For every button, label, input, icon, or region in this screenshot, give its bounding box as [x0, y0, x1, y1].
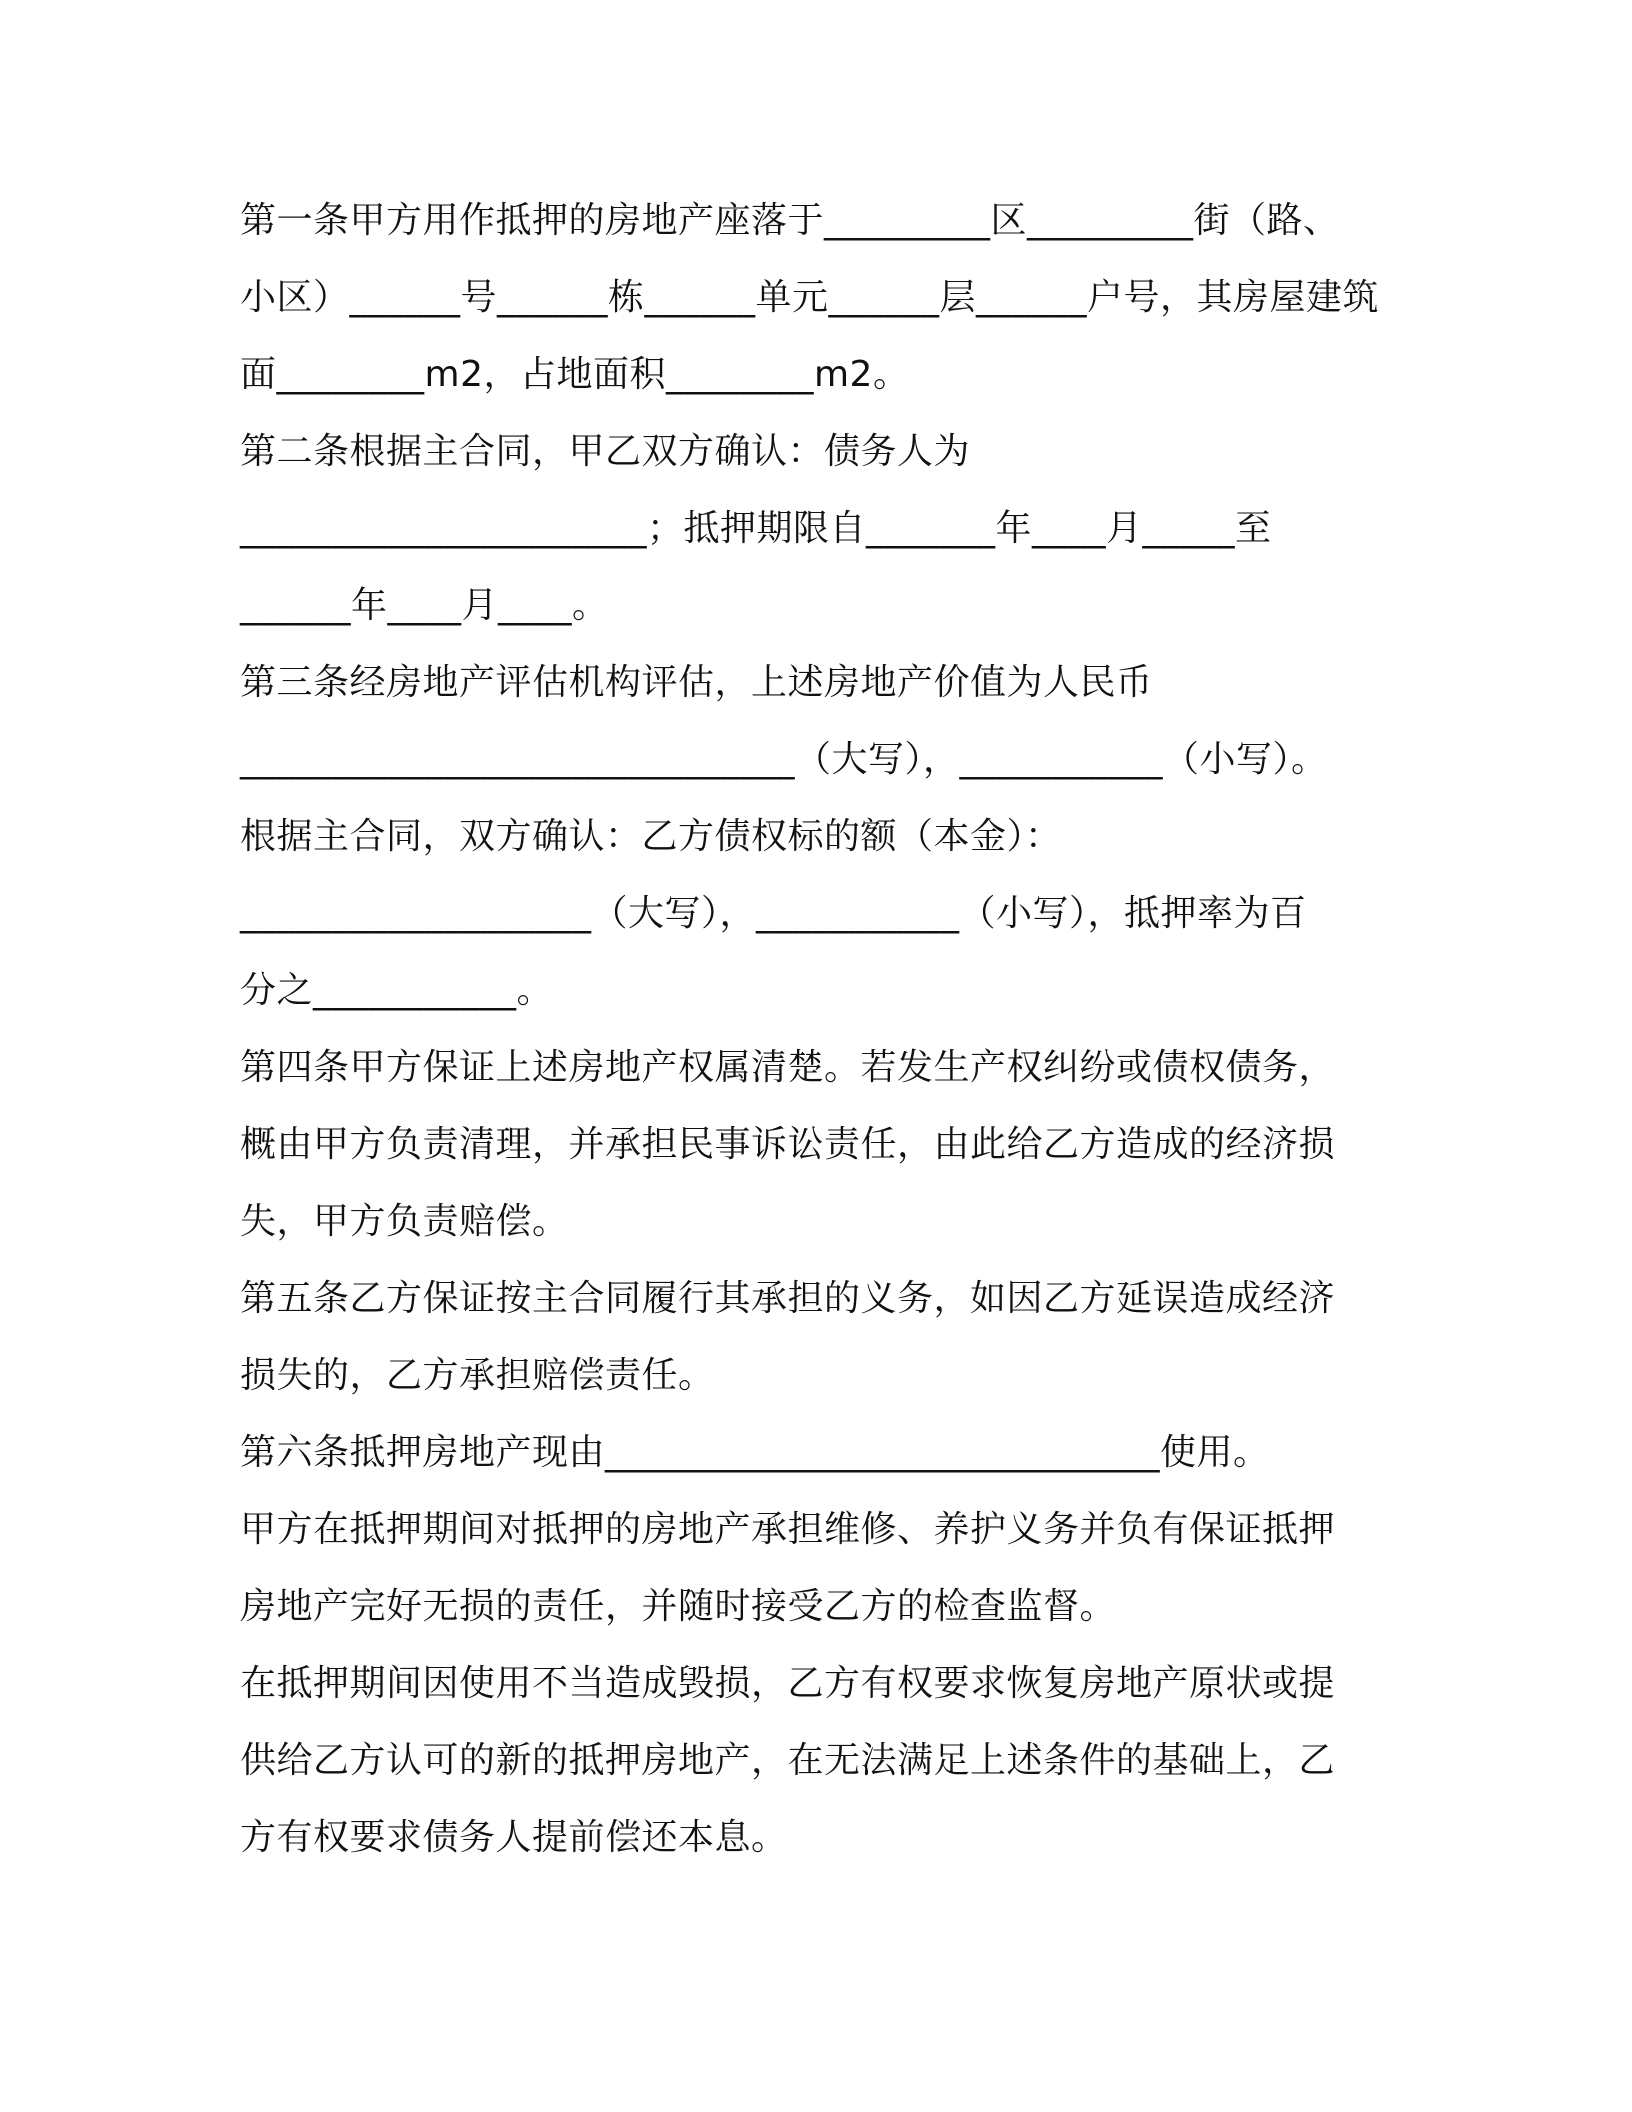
- text-line: 房地产完好无损的责任，并随时接受乙方的检查监督。: [240, 1586, 1117, 1627]
- text-line: 第四条甲方保证上述房地产权属清楚。若发生产权纠纷或债权债务，: [240, 1047, 1336, 1088]
- text-line: 分之___________。: [240, 970, 554, 1011]
- text-line: 失，甲方负责赔偿。: [240, 1201, 569, 1242]
- text-line: ______________________________（大写），___________（小写）。: [240, 739, 1328, 780]
- text-line: 面________m2，占地面积________m2。: [240, 354, 910, 395]
- text-line: 第五条乙方保证按主合同履行其承担的义务，如因乙方延误造成经济: [240, 1278, 1336, 1319]
- text-line: 小区）______号______栋______单元______层______户号，其房屋建筑: [240, 277, 1380, 318]
- text-line: 供给乙方认可的新的抵押房地产，在无法满足上述条件的基础上，乙: [240, 1740, 1336, 1781]
- text-line: ______________________；抵押期限自_______年____月_____至: [240, 508, 1272, 549]
- text-line: 甲方在抵押期间对抵押的房地产承担维修、养护义务并负有保证抵押: [240, 1509, 1336, 1550]
- text-line: 第六条抵押房地产现由______________________________使用。: [240, 1432, 1270, 1473]
- text-line: 损失的，乙方承担赔偿责任。: [240, 1355, 715, 1396]
- text-line: 根据主合同，双方确认：乙方债权标的额（本金）：: [240, 816, 1062, 857]
- text-line: 第一条甲方用作抵押的房地产座落于_________区_________街（路、: [240, 200, 1340, 241]
- text-line: 第三条经房地产评估机构评估，上述房地产价值为人民币: [240, 662, 1153, 703]
- text-line: 第二条根据主合同，甲乙双方确认：债务人为: [240, 431, 971, 472]
- text-line: ___________________（大写），___________（小写），抵押率为百: [240, 893, 1307, 934]
- document-body: [240, 182, 1390, 1876]
- text-line: 在抵押期间因使用不当造成毁损，乙方有权要求恢复房地产原状或提: [240, 1663, 1336, 1704]
- text-line: 方有权要求债务人提前偿还本息。: [240, 1817, 788, 1858]
- text-line: 概由甲方负责清理，并承担民事诉讼责任，由此给乙方造成的经济损: [240, 1124, 1336, 1165]
- text-line: ______年____月____。: [240, 585, 609, 626]
